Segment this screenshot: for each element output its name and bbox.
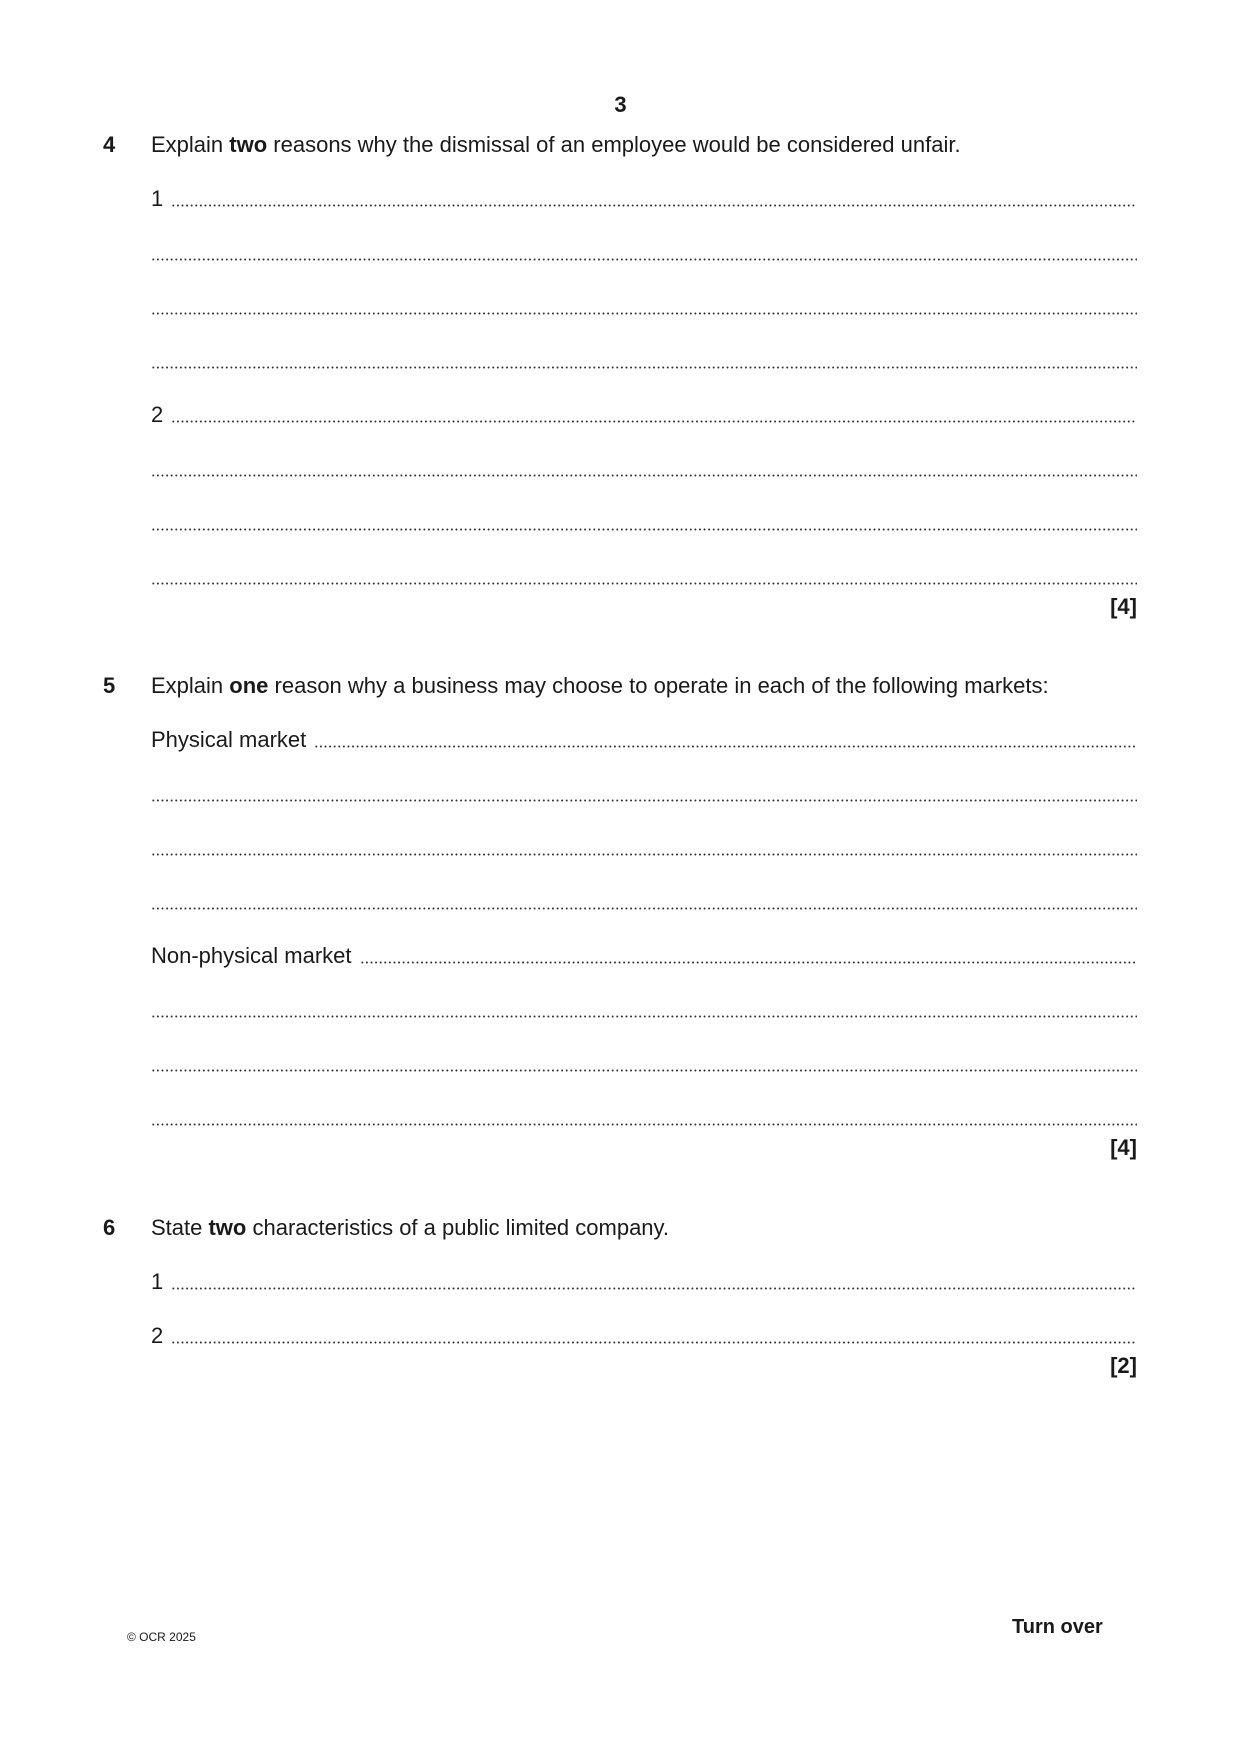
question-6-answer-line[interactable]: [151, 1269, 1137, 1295]
dotted-rule: [151, 582, 1137, 585]
dotted-rule: [151, 312, 1137, 315]
question-6-answer-line[interactable]: [151, 1323, 1137, 1349]
question-5-text-before: Explain: [151, 673, 230, 698]
question-5-answer-line[interactable]: [151, 1051, 1137, 1077]
dotted-rule: [151, 528, 1137, 531]
question-4-text-before: Explain: [151, 132, 230, 157]
question-4-text: [151, 132, 961, 158]
dotted-rule: [151, 1015, 1137, 1018]
question-5-number: 5: [103, 673, 116, 698]
question-4-text-after: reasons why the dismissal of an employee would be considered unfair.: [267, 132, 961, 157]
question-4-answer-line[interactable]: [151, 294, 1137, 320]
answer-label: 2: [151, 402, 164, 427]
dotted-rule: [151, 853, 1137, 856]
dotted-rule: [151, 258, 1137, 261]
question-6-text-after: characteristics of a public limited company.: [246, 1215, 670, 1240]
question-4-marks: [4]: [1110, 594, 1137, 619]
dotted-rule: [151, 799, 1137, 802]
dotted-rule: [171, 1341, 1137, 1344]
answer-label: 1: [151, 1269, 164, 1294]
turn-over-label: Turn over: [1012, 1616, 1103, 1638]
page-number: 3: [614, 92, 627, 117]
question-4-answer-line[interactable]: [151, 240, 1137, 266]
question-5-answer-line[interactable]: [151, 727, 1137, 753]
dotted-rule: [171, 1287, 1137, 1290]
question-5-text: [151, 673, 1049, 699]
dotted-rule: [151, 1123, 1137, 1126]
answer-label: Non-physical market: [151, 943, 352, 968]
question-6-text: [151, 1215, 669, 1241]
question-4-answer-line[interactable]: [151, 402, 1137, 428]
answer-label: 1: [151, 186, 164, 211]
question-6-marks: [2]: [1110, 1353, 1137, 1378]
dotted-rule: [151, 474, 1137, 477]
dotted-rule: [151, 366, 1137, 369]
dotted-rule: [314, 745, 1137, 748]
dotted-rule: [151, 1069, 1137, 1072]
question-5-marks: [4]: [1110, 1135, 1137, 1160]
question-4-text-bold: two: [229, 132, 268, 157]
dotted-rule: [151, 907, 1137, 910]
dotted-rule: [360, 961, 1137, 964]
question-4-answer-line[interactable]: [151, 510, 1137, 536]
question-6-number: 6: [103, 1215, 116, 1240]
question-5-answer-line[interactable]: [151, 889, 1137, 915]
question-5-text-bold: one: [229, 673, 269, 698]
dotted-rule: [171, 204, 1137, 207]
question-4-number: 4: [103, 132, 116, 157]
question-4-answer-line[interactable]: [151, 456, 1137, 482]
question-5-answer-line[interactable]: [151, 943, 1137, 969]
answer-label: 2: [151, 1323, 164, 1348]
question-5-answer-line[interactable]: [151, 1105, 1137, 1131]
answer-label: Physical market: [151, 727, 307, 752]
question-5-text-after: reason why a business may choose to operate in each of the following markets:: [268, 673, 1049, 698]
question-6-text-before: State: [151, 1215, 209, 1240]
question-4-answer-line[interactable]: [151, 564, 1137, 590]
copyright-notice: © OCR 2025: [127, 1630, 196, 1644]
dotted-rule: [171, 420, 1137, 423]
question-5-answer-line[interactable]: [151, 997, 1137, 1023]
question-4-answer-line[interactable]: [151, 348, 1137, 374]
question-5-answer-line[interactable]: [151, 835, 1137, 861]
question-6-text-bold: two: [208, 1215, 247, 1240]
question-4-answer-line[interactable]: [151, 186, 1137, 212]
question-5-answer-line[interactable]: [151, 781, 1137, 807]
